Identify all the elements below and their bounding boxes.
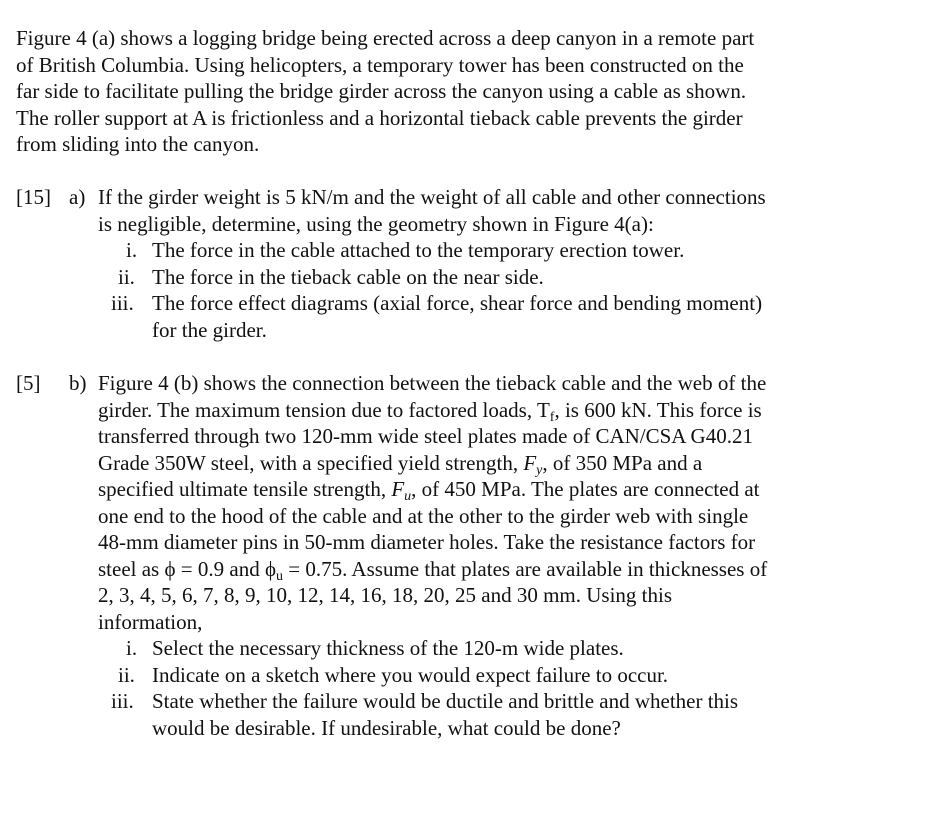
part-b-marks: [5] — [16, 371, 41, 395]
part-b-item-text: State whether the failure would be ductile and brittle and whether this — [152, 689, 739, 713]
part-b-text-line: 48-mm diameter pins in 50-mm diameter holes. Take the resistance factors for — [98, 530, 756, 554]
part-b-text-line: information, — [98, 609, 203, 634]
intro-line: The roller support at A is frictionless and a horizontal tieback cable prevents the girder — [16, 105, 743, 130]
part-a-item-text: The force in the cable attached to the temporary erection tower. — [152, 238, 685, 262]
part-b-item-text: Indicate on a sketch where you would expect failure to occur. — [152, 662, 669, 687]
part-b-item-number: iii. — [111, 689, 134, 713]
part-b-item-text: Select the necessary thickness of the 120-m wide plates. — [152, 636, 624, 660]
part-b-text-line: 2, 3, 4, 5, 6, 7, 8, 9, 10, 12, 14, 16, 18, 20, 25 and 30 mm. Using this — [98, 583, 673, 607]
part-b-text-line: transferred through two 120-mm wide steel plates made of CAN/CSA G40.21 — [98, 424, 753, 448]
intro-line: Figure 4 (a) shows a logging bridge being erected across a deep canyon in a remote part — [16, 26, 755, 50]
part-b-item-text: would be desirable. If undesirable, what could be done? — [152, 715, 621, 740]
part-a-text-line: is negligible, determine, using the geometry shown in Figure 4(a): — [98, 211, 654, 236]
intro-line: of British Columbia. Using helicopters, a temporary tower has been constructed on the — [16, 52, 744, 77]
part-b-text-line: Figure 4 (b) shows the connection between the tieback cable and the web of the — [98, 371, 767, 395]
part-b-text-line: steel as ϕ = 0.9 and $\phi_u = 0.75$. Assume that plates are available in thicknesses of — [98, 556, 768, 584]
part-b-text-line: Grade 350W steel, with a specified yield strength, $F_y$, of 350 MPa and a — [98, 450, 703, 478]
part-b-text-line: girder. The maximum tension due to factored loads, $T_f$, is 600 kN. This force is — [98, 397, 762, 425]
intro-line: from sliding into the canyon. — [16, 132, 260, 156]
part-b-label: b) — [69, 371, 87, 395]
part-a-marks: [15] — [16, 185, 51, 209]
part-a-label: a) — [69, 185, 86, 209]
intro-line: far side to facilitate pulling the bridge girder across the canyon using a cable as shown. — [16, 79, 747, 103]
part-b-text-line: one end to the hood of the cable and at the other to the girder web with single — [98, 503, 749, 528]
part-a-text-line: If the girder weight is 5 kN/m and the weight of all cable and other connections — [98, 185, 766, 209]
part-a-item-text: for the girder. — [152, 317, 267, 342]
part-b-item-number: i. — [126, 636, 138, 660]
part-a-item-number: i. — [126, 238, 138, 262]
part-b-text-line: specified ultimate tensile strength, $F_u$, of 450 MPa. The plates are connected at — [98, 477, 760, 504]
part-a-item-number: iii. — [111, 291, 134, 315]
part-a-item-text: The force in the tieback cable on the near side. — [152, 264, 544, 289]
part-b-item-number: ii. — [118, 662, 135, 687]
part-a-item-text: The force effect diagrams (axial force, shear force and bending moment) — [152, 291, 763, 315]
part-a-item-number: ii. — [118, 264, 135, 289]
